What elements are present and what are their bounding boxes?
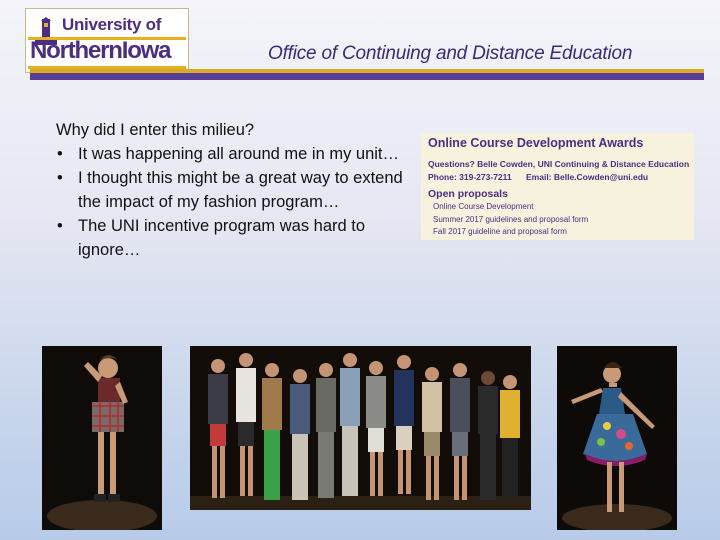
runway-photo-right (557, 346, 677, 530)
header-purple-rule (30, 73, 704, 80)
logo-text-top: University of (62, 15, 162, 34)
award-email[interactable]: Email: Belle.Cowden@uni.edu (526, 172, 649, 182)
award-info-box (421, 133, 694, 240)
slide-body (56, 118, 416, 262)
runway-photo-group (190, 346, 531, 510)
runway-photo-left (42, 346, 162, 530)
award-link-online-dev[interactable]: Online Course Development (433, 202, 534, 211)
bullet-item: • I thought this might be a great way to extend the impact of my fashion program… (56, 166, 416, 214)
office-title: Office of Continuing and Distance Education (268, 43, 633, 64)
award-phone: Phone: 319-273-7211 (428, 172, 512, 182)
award-questions: Questions? Belle Cowden, UNI Continuing & Distance Education (428, 159, 690, 169)
uni-logo (25, 8, 189, 73)
award-open-proposals: Open proposals (428, 188, 508, 200)
award-link-fall[interactable]: Fall 2017 guideline and proposal form (433, 227, 567, 236)
award-title: Online Course Development Awards (428, 136, 644, 150)
bullet-list (56, 142, 416, 262)
question-text: Why did I enter this milieu? (56, 121, 255, 139)
award-link-summer[interactable]: Summer 2017 guidelines and proposal form (433, 215, 589, 224)
group-models-image (190, 346, 531, 510)
logo-text-bottom: NorthernIowa (30, 37, 171, 64)
bullet-item: • It was happening all around me in my unit… (56, 142, 416, 166)
bullet-item: • The UNI incentive program was hard to ignore… (56, 214, 416, 262)
dress-model-image (557, 346, 677, 530)
model-figure-image (42, 346, 162, 530)
